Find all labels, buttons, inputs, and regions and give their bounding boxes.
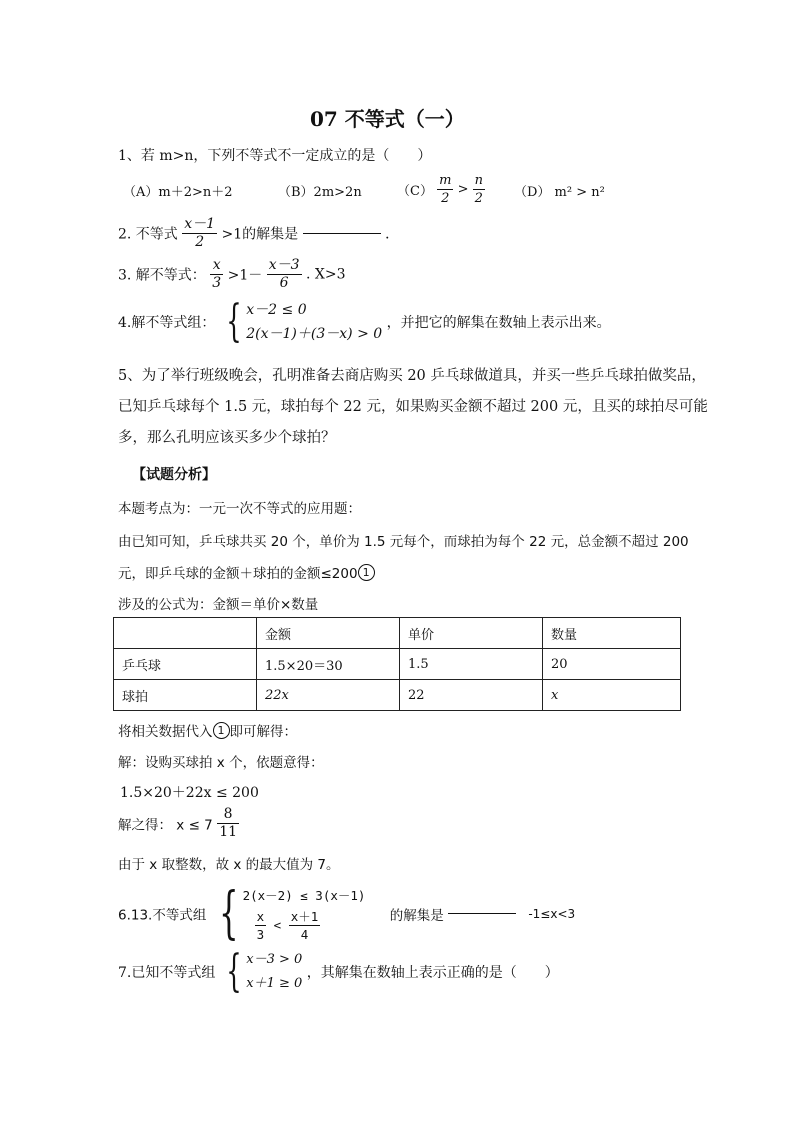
- question-1-option-a: （A）m＋2>n＋2: [123, 185, 233, 200]
- analysis-text-2: [118, 562, 375, 582]
- fraction-x-over-3: [210, 257, 223, 292]
- less-than-sign: <: [273, 917, 282, 933]
- question-7-suffix: ，其解集在数轴上表示正确的是（ ）: [306, 965, 559, 981]
- table-cell: 球拍: [114, 680, 257, 711]
- fraction-x-over-3: [255, 908, 267, 943]
- question-6-suffix: 的解集是: [389, 907, 444, 924]
- question-2-suffix: >1的解集是: [221, 226, 299, 243]
- numerator: x: [256, 909, 265, 924]
- denominator: 3: [256, 927, 265, 942]
- data-table: [113, 617, 681, 711]
- numerator: x: [210, 257, 223, 275]
- solution-result-text: 解之得： x ≤ 7: [118, 817, 213, 834]
- question-7-prefix: 7.已知不等式组: [118, 965, 216, 981]
- analysis-formula: 涉及的公式为：金额＝单价×数量: [118, 597, 319, 613]
- table-header-cell: [114, 618, 257, 649]
- system-line-2: 2(x－1)＋(3－x) > 0: [246, 326, 383, 342]
- question-2: [118, 216, 399, 251]
- system-line-2: x＋1 ≥ 0: [246, 976, 303, 991]
- question-2-end: ．: [385, 226, 400, 243]
- answer-blank[interactable]: [303, 233, 381, 234]
- numerator: 8: [217, 806, 239, 824]
- table-cell: 20: [543, 649, 681, 680]
- numerator: m: [439, 173, 452, 188]
- circled-number: 1: [213, 722, 230, 739]
- denominator: 6: [279, 275, 289, 291]
- question-6: [118, 880, 576, 946]
- question-6-answer: -1≤x<3: [528, 906, 576, 921]
- question-5-line-2: 已知乒乓球每个 1.5 元，球拍每个 22 元，如果购买金额不超过 200 元，且买的球拍尽可能: [118, 399, 708, 415]
- table-cell: x: [543, 680, 681, 711]
- question-3-answer: . X>3: [306, 266, 346, 283]
- question-5-line-3: 多，那么孔明应该买多少个球拍？: [118, 430, 336, 446]
- table-header-cell: 数量: [543, 618, 681, 649]
- answer-blank[interactable]: [448, 913, 516, 914]
- page-title: 07 不等式（一）: [310, 107, 465, 131]
- analysis-point: 本题考点为：一元一次不等式的应用题：: [118, 501, 361, 517]
- system-line-2: [243, 908, 366, 943]
- table-cell: 1.5×20＝30: [257, 649, 400, 680]
- question-3-prefix: 3. 解不等式：: [118, 267, 206, 284]
- solution-inequality: 1.5×20＋22x ≤ 200: [120, 785, 259, 801]
- question-2-prefix: 2. 不等式: [118, 226, 178, 243]
- denominator: 3: [212, 275, 222, 291]
- solution-intro-pre: 将相关数据代入: [118, 724, 213, 740]
- denominator: 2: [441, 191, 450, 206]
- solution-intro: [118, 720, 297, 740]
- fraction-n-over-2: [473, 172, 485, 207]
- fraction-8-over-11: [217, 806, 239, 841]
- option-c-label: （C）: [397, 184, 433, 199]
- denominator: 4: [300, 927, 309, 942]
- left-brace: {: [226, 946, 242, 997]
- numerator: n: [474, 173, 483, 188]
- table-header-cell: 金额: [257, 618, 400, 649]
- question-3: [118, 257, 346, 292]
- denominator: 2: [195, 234, 205, 250]
- fraction-x-minus-1-over-2: [182, 216, 217, 251]
- question-3-middle: >1－: [227, 267, 263, 284]
- question-6-prefix: 6.13.不等式组: [118, 907, 207, 924]
- question-1-option-d: （D） m² > n²: [514, 185, 605, 200]
- question-4: [118, 298, 611, 346]
- left-brace: {: [218, 880, 239, 946]
- inequality-system: [246, 948, 302, 996]
- numerator: x－3: [268, 257, 300, 273]
- question-7: [118, 948, 559, 996]
- inequality-system: [246, 298, 382, 346]
- analysis-heading: 【试题分析】: [132, 467, 216, 483]
- table-cell: 22x: [257, 680, 400, 711]
- numerator: x＋1: [290, 909, 319, 924]
- left-brace: {: [226, 296, 242, 347]
- greater-than-sign: >: [457, 182, 469, 197]
- system-line-1: 2(x－2) ≤ 3(x－1): [242, 888, 366, 903]
- fraction-m-over-2: [437, 172, 453, 207]
- solution-setup: 解：设购买球拍 x 个，依题意得：: [118, 755, 324, 771]
- fraction-x-plus-1-over-4: [289, 908, 321, 943]
- circled-number: 1: [358, 564, 375, 581]
- denominator: 2: [474, 191, 483, 206]
- fraction-x-minus-3-over-6: [267, 257, 302, 292]
- analysis-text-1: 由已知可知，乒乓球共买 20 个，单价为 1.5 元每个，而球拍为每个 22 元，总金额不超过 200: [118, 534, 689, 550]
- table-header-row: [114, 618, 681, 649]
- question-4-suffix: ，并把它的解集在数轴上表示出来。: [386, 315, 611, 331]
- system-line-1: x－2 ≤ 0: [246, 302, 307, 318]
- question-4-prefix: 4.解不等式组：: [118, 315, 216, 331]
- inequality-system: [243, 884, 366, 943]
- table-row: [114, 649, 681, 680]
- question-5-line-1: 5、为了举行班级晚会，孔明准备去商店购买 20 乒乓球做道具，并买一些乒乓球拍做奖品，: [118, 368, 706, 384]
- table-cell: 乒乓球: [114, 649, 257, 680]
- solution-intro-post: 即可解得：: [229, 724, 297, 740]
- question-1-option-b: （B）2m>2n: [278, 185, 362, 200]
- question-1-option-c: [397, 172, 485, 207]
- system-line-1: x－3 > 0: [246, 952, 303, 967]
- solution-conclusion: 由于 x 取整数，故 x 的最大值为 7。: [118, 857, 340, 873]
- table-cell: 22: [400, 680, 543, 711]
- analysis-text-2-content: 元，即乒乓球的金额＋球拍的金额≤200: [118, 566, 358, 582]
- table-header-cell: 单价: [400, 618, 543, 649]
- table-row: [114, 680, 681, 711]
- question-1-stem: 1、若 m>n，下列不等式不一定成立的是（ ）: [118, 148, 432, 164]
- solution-result: [118, 806, 239, 841]
- table-cell: 1.5: [400, 649, 543, 680]
- denominator: 11: [219, 824, 238, 840]
- numerator: x－1: [184, 216, 216, 232]
